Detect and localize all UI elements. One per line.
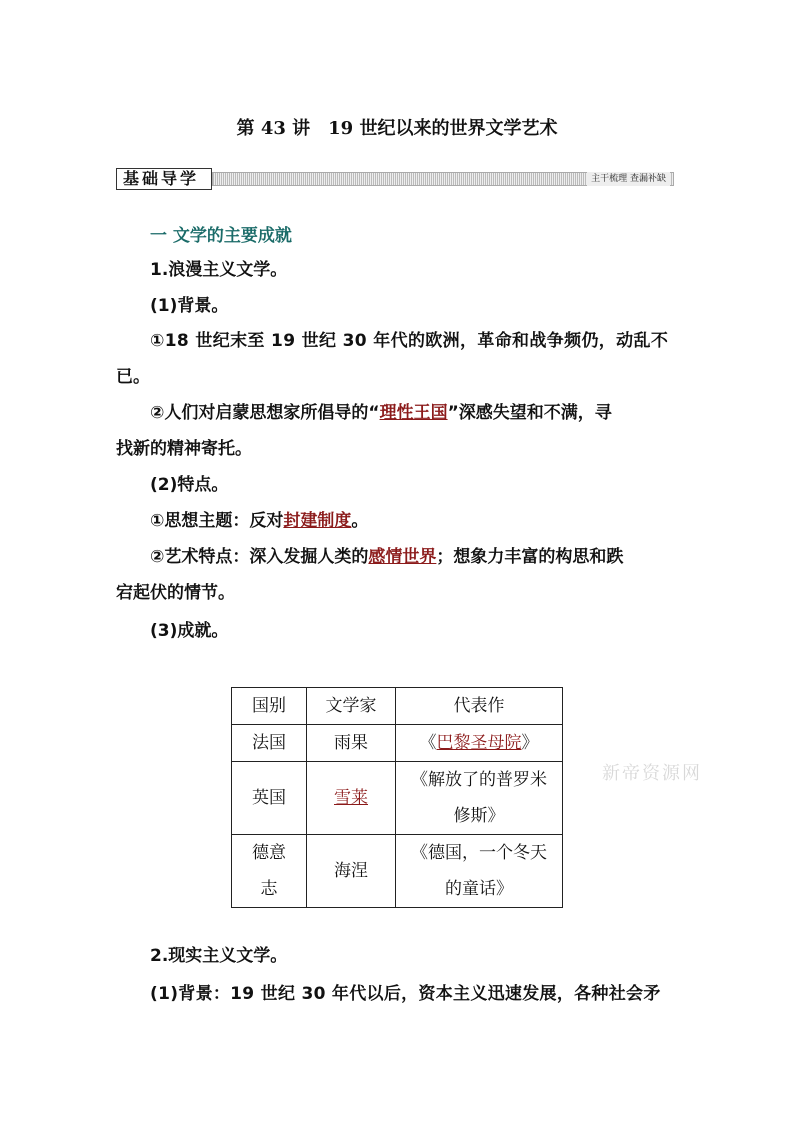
cell-writer — [307, 762, 396, 835]
cell-work: 《德国，一个冬天的童话》 — [396, 835, 563, 908]
text: ；想象力丰富的构思和跌 — [436, 547, 624, 567]
text: ②艺术特点：深入发掘人类的 — [150, 547, 369, 567]
cell-writer: 海涅 — [307, 835, 396, 908]
section-heading: 一 文学的主要成就 — [150, 226, 292, 246]
features-label: (2)特点。 — [150, 475, 229, 495]
header-country: 国别 — [232, 688, 307, 725]
table-row — [232, 762, 563, 835]
section-banner — [116, 168, 674, 190]
text: 》 — [521, 733, 539, 753]
header-writer: 文学家 — [307, 688, 396, 725]
key-term: 感情世界 — [368, 547, 437, 567]
cell-country: 英国 — [232, 762, 307, 835]
cell-writer: 雨果 — [307, 725, 396, 762]
cell-country: 德意志 — [232, 835, 307, 908]
text: ”深感失望和不满，寻 — [447, 403, 612, 423]
text: 《 — [419, 733, 437, 753]
feature-point-2 — [150, 547, 623, 567]
cell-country: 法国 — [232, 725, 307, 762]
works-table — [231, 687, 563, 908]
feature-point-2-cont: 宕起伏的情节。 — [116, 583, 235, 603]
table-row — [232, 835, 563, 908]
background-label: (1)背景。 — [150, 296, 229, 316]
table-header-row — [232, 688, 563, 725]
feature-point-1 — [150, 511, 368, 531]
key-term: 理性王国 — [379, 403, 448, 423]
banner-tagline: 主干梳理 查漏补缺 — [587, 172, 670, 186]
background-point-1: ①18 世纪末至 19 世纪 30 年代的欧洲，革命和战争频仍，动乱不 — [150, 331, 669, 351]
key-term: 雪莱 — [334, 788, 368, 808]
text: ①思想主题：反对 — [150, 511, 284, 531]
background-point-2 — [150, 403, 612, 423]
header-work: 代表作 — [396, 688, 563, 725]
page-title: 第 43 讲 19 世纪以来的世界文学艺术 — [236, 118, 558, 139]
table-row — [232, 725, 563, 762]
item-2: 2.现实主义文学。 — [150, 946, 288, 966]
cell-work: 《解放了的普罗米修斯》 — [396, 762, 563, 835]
background-point-2-cont: 找新的精神寄托。 — [116, 439, 252, 459]
achievements-label: (3)成就。 — [150, 621, 229, 641]
text: 。 — [351, 511, 369, 531]
background-point-1-cont: 已。 — [116, 367, 150, 387]
text: ②人们对启蒙思想家所倡导的“ — [150, 403, 380, 423]
realism-background: (1)背景：19 世纪 30 年代以后，资本主义迅速发展，各种社会矛 — [150, 984, 661, 1004]
key-term: 封建制度 — [283, 511, 352, 531]
key-term: 巴黎圣母院 — [436, 733, 522, 753]
cell-work — [396, 725, 563, 762]
item-1: 1.浪漫主义文学。 — [150, 260, 288, 280]
banner-label: 基础导学 — [116, 168, 212, 190]
watermark: 新帝资源网 — [602, 763, 702, 784]
